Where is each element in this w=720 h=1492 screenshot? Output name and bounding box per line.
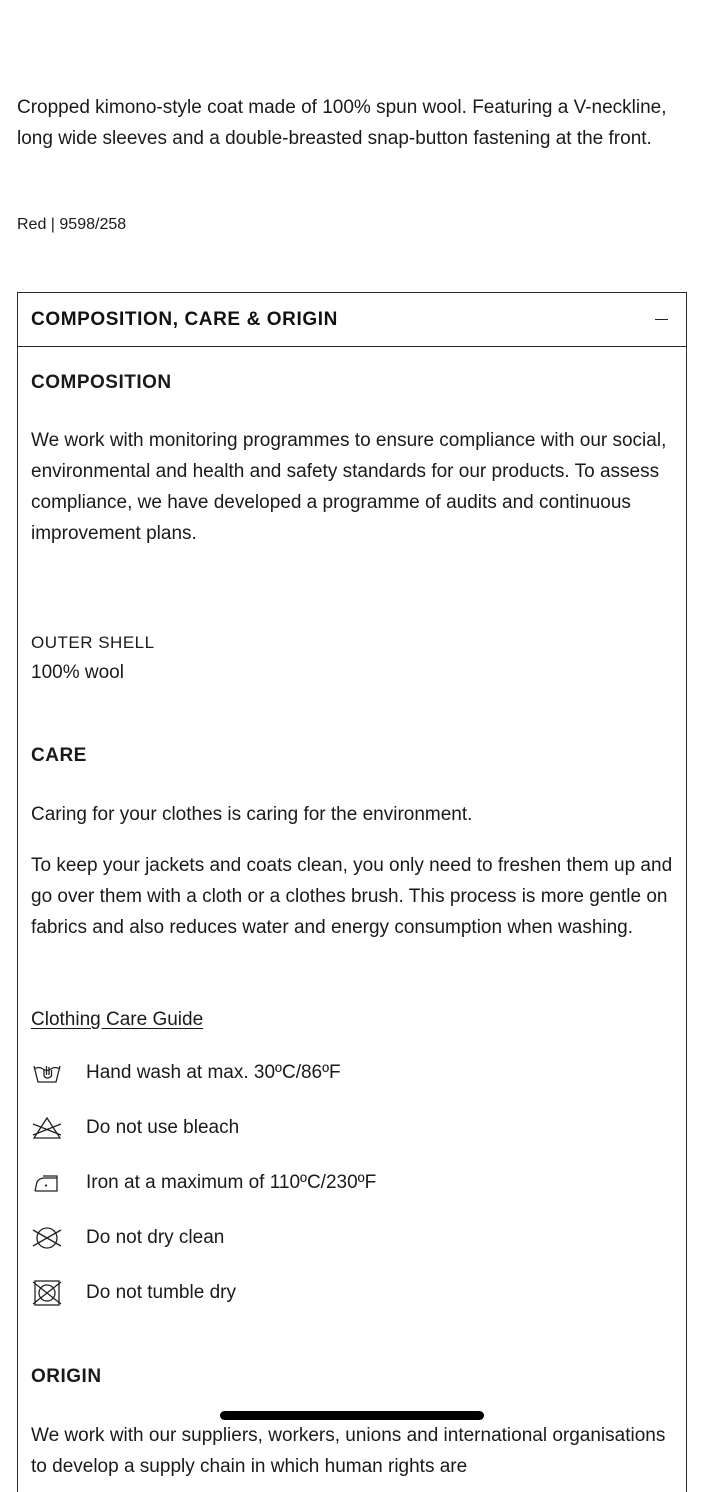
composition-heading: COMPOSITION xyxy=(31,372,172,393)
care-instruction-row xyxy=(31,1058,341,1088)
care-instruction-label: Hand wash at max. 30ºC/86ºF xyxy=(86,1062,341,1083)
home-indicator xyxy=(220,1411,484,1420)
care-instruction-label: Do not use bleach xyxy=(86,1117,240,1138)
care-heading: CARE xyxy=(31,745,87,766)
care-instruction-row xyxy=(31,1278,236,1308)
iron-icon xyxy=(31,1168,65,1198)
product-description: Cropped kimono-style coat made of 100% spun wool. Featuring a V-neckline, long wide sleeves and a double-breasted snap-button fastening at the front. xyxy=(17,97,667,149)
care-instruction-row xyxy=(31,1168,376,1198)
origin-text: We work with our suppliers, workers, unions and international organisations to develop a supply chain in which human rights are xyxy=(31,1425,666,1477)
panel-title: COMPOSITION, CARE & ORIGIN xyxy=(31,308,338,330)
no-dry-clean-icon xyxy=(31,1223,65,1253)
care-intro: Caring for your clothes is caring for the environment. xyxy=(31,804,473,825)
origin-heading: ORIGIN xyxy=(31,1366,102,1387)
outer-shell-value: 100% wool xyxy=(31,662,124,683)
care-instruction-row xyxy=(31,1223,224,1253)
composition-text: We work with monitoring programmes to ensure compliance with our social, environmental and health and safety standards for our products. To assess compliance, we have developed a programme of audits and continuous improvement plans. xyxy=(31,430,667,544)
product-color-reference: Red | 9598/258 xyxy=(17,216,127,233)
care-instruction-row xyxy=(31,1113,239,1143)
composition-care-origin-panel xyxy=(17,292,687,1492)
minus-icon[interactable] xyxy=(655,319,668,320)
care-instruction-label: Iron at a maximum of 110ºC/230ºF xyxy=(86,1172,377,1193)
hand-wash-icon xyxy=(31,1058,65,1088)
panel-header[interactable] xyxy=(18,293,686,347)
outer-shell-label: OUTER SHELL xyxy=(31,633,155,652)
no-tumble-dry-icon xyxy=(31,1278,65,1308)
no-bleach-icon xyxy=(31,1113,65,1143)
clothing-care-guide-link[interactable]: Clothing Care Guide xyxy=(31,1009,204,1030)
care-instruction-label: Do not dry clean xyxy=(86,1227,225,1248)
care-instruction-label: Do not tumble dry xyxy=(86,1282,236,1303)
care-text: To keep your jackets and coats clean, you only need to freshen them up and go over them with a cloth or a clothes brush. This process is more gentle on fabrics and also reduces water and energy consumption when washing. xyxy=(31,855,673,938)
